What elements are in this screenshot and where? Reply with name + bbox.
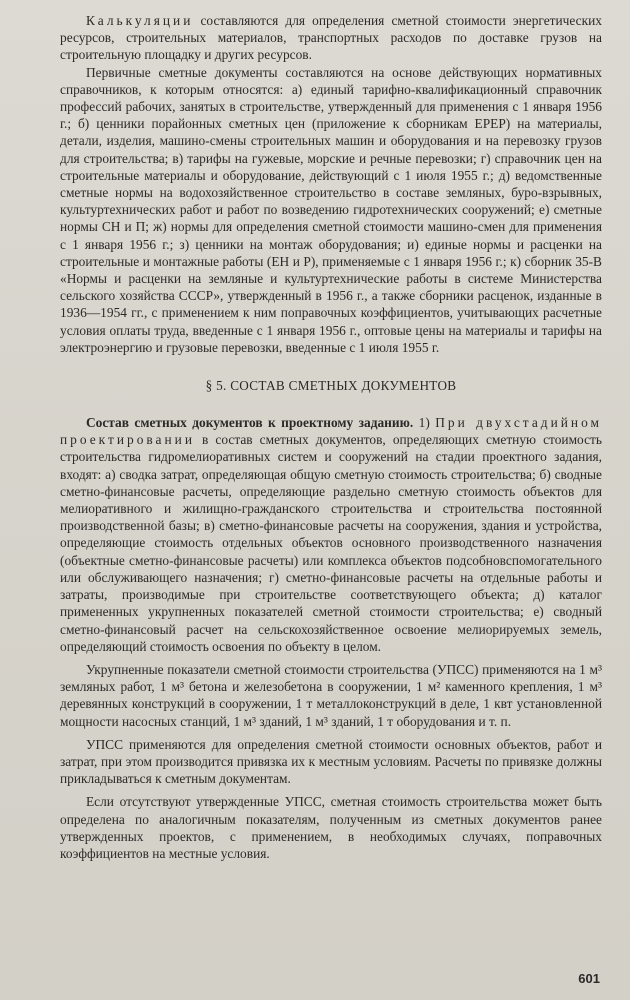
- spaced-term: При двухстадийном проектировании: [60, 415, 602, 448]
- section-heading: § 5. СОСТАВ СМЕТНЫХ ДОКУМЕНТОВ: [205, 378, 457, 394]
- page-number: 601: [578, 971, 600, 986]
- item-number: 1): [413, 415, 436, 431]
- paragraph-upss-indicators: Укрупненные показатели сметной стоимости строительства (УПСС) применяются на 1 м³ земляных работ, 1 м³ бетона и железобетона в сооружении, 1 м² каменного крепления, 1 м³ деревянных конструкций в сооружении, 1 т металлоконструкций в деле, 1 квт установленной мощности насосных станций, 1 м³ зданий, 1 м³ зданий, 1 т оборудования и т. п.: [60, 661, 602, 729]
- spaced-term: Калькуляции: [86, 13, 194, 28]
- paragraph-upss-application: УПСС применяются для определения сметной стоимости основных объектов, работ и затрат, при этом производится привязка их к местным условиям. Расчеты по привязке должны прикладываться к сметным документам.: [60, 736, 602, 787]
- paragraph-text: составляются для определения сметной стоимости энергетических ресурсов, строительных материалов, транспортных расходов по доставке грузов на строительную площадку и других ресурсов.: [60, 13, 602, 63]
- paragraph-calculations: [60, 12, 602, 64]
- paragraph-primary-documents: Первичные сметные документы составляются на основе действующих нормативных справочников, к которым относятся: а) единый тарифно-квалификационный справочник профессий рабочих, занятых в строительстве, утвержденный для применения с 1 января 1956 г.; б) ценники порайонных сметных цен (приложение к сборникам ЕРЕР) на материалы, детали, изделия, машино-смены строительных машин и оборудования и на перевозку грузов для строительства; в) тарифы на гужевые, морские и речные перевозки; г) справочник цен на строительные материалы и оборудование, действующий с 1 июля 1955 г.; д) ведомственные сметные нормы на водохозяйственное строительство в составе земляных, буро-взрывных, культуртехнических работ и работ по возведению гидротехнических сооружений; е) сметные нормы СН и П; ж) нормы для определения сметной стоимости машино-смен для применения с 1 января 1956 г.; з) ценники на монтаж оборудования; и) единые нормы и расценки на строительные и монтажные работы (ЕН и Р), применяемые с 1 января 1956 г.; к) сборник 35-В «Нормы и расценки на земляные и культуртехнические работы в системе Министерства сельского хозяйства СССР», утвержденный в 1956 г., а также сборники расценок, изданные в 1936—1954 гг., с применением к ним поправочных коэффициентов, учитывающих расчетные условия оплаты труда, введенные с 1 января 1956 г., оптовые цены на материалы и тарифы на электроэнергию и грузовые перевозки, введенные с 1 июля 1955 г.: [60, 64, 602, 355]
- paragraph-text: в состав сметных документов, определяющих сметную стоимость строительства гидромелиоративных систем и сооружений на стадии проектного задания, входят: а) сводка затрат, определяющая общую сметную стоимость строительства; б) сводные сметно-финансовые расчеты, определяющие раздельно сметную стоимость объектов для мелиоративного и жилищно-гражданского строительства и строительства постоянной производственной базы; в) сметно-финансовые расчеты на сооружения, здания и устройства, определяющие стоимость отдельных объектов основного производственного назначения (объектные сметно-финансовые расчеты) или комплекса объектов подсобновспомогательного или обслуживающего назначения; г) сметно-финансовые расчеты на отдельные работы и затраты, производимые при строительстве соответствующего объекта; д) каталог примененных укрупненных показателей сметной стоимости строительства; е) сводный сметно-финансовый расчет на сельскохозяйственное освоение мелиорируемых земель, определяющий стоимость освоения по объекту в целом.: [60, 432, 602, 654]
- paragraph-upss-absent: Если отсутствуют утвержденные УПСС, сметная стоимость строительства может быть определена по аналогичным показателям, полученным из сметных документов ранее утвержденных проектов, с применением, в необходимых случаях, поправочных коэффициентов на местные условия.: [60, 794, 602, 861]
- paragraph-composition: [60, 414, 602, 655]
- subsection-title: Состав сметных документов к проектному заданию.: [86, 415, 414, 431]
